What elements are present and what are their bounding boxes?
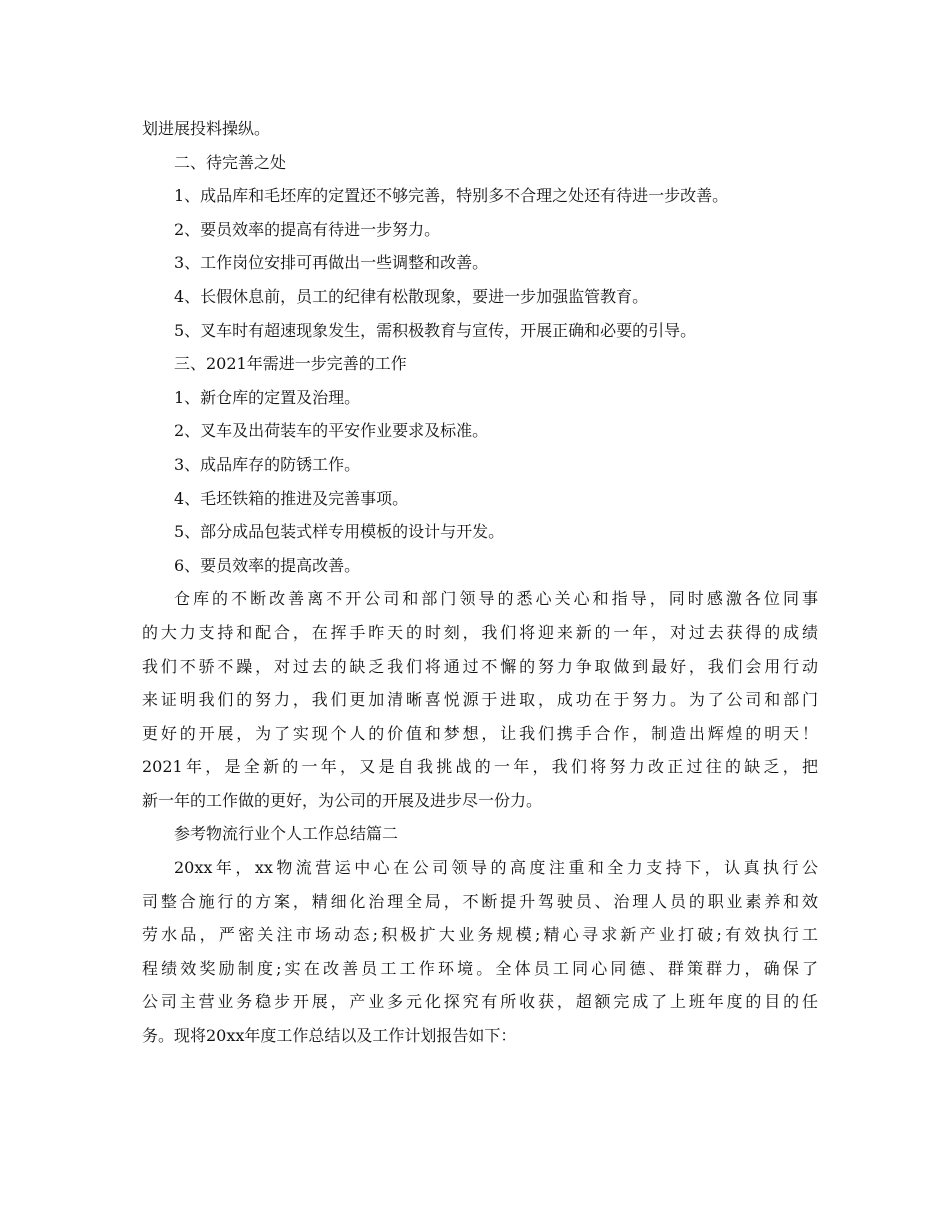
list-item: 2、叉车及出荷装车的平安作业要求及标准。 (174, 421, 489, 441)
list-item: 6、要员效率的提高改善。 (174, 555, 361, 575)
paragraph-line: 程绩效奖励制度;实在改善员工工作环境。全体员工同心同德、群策群力，确保了 (142, 958, 818, 978)
paragraph-line: 新一年的工作做的更好，为公司的开展及进步尽一份力。 (142, 790, 543, 810)
list-item: 5、部分成品包装式样专用模板的设计与开发。 (174, 522, 505, 542)
list-item: 4、毛坯铁箱的推进及完善事项。 (174, 488, 409, 508)
list-item: 4、长假休息前，员工的纪律有松散现象，要进一步加强监管教育。 (174, 286, 649, 306)
paragraph-line: 司整合施行的方案，精细化治理全局，不断提升驾驶员、治理人员的职业素养和效 (142, 891, 818, 911)
paragraph-line: 劳水品，严密关注市场动态;积极扩大业务规模;精心寻求新产业打破;有效执行工 (142, 925, 818, 945)
paragraph-line: 更好的开展，为了实现个人的价值和梦想，让我们携手合作，制造出辉煌的明天！ (142, 723, 818, 743)
paragraph-line: 公司主营业务稳步开展，产业多元化探究有所收获，超额完成了上班年度的目的任 (142, 992, 818, 1012)
paragraph-continuation: 划进展投料操纵。 (142, 119, 271, 138)
paragraph-line: 我们不骄不躁，对过去的缺乏我们将通过不懈的努力争取做到最好，我们会用行动 (142, 656, 818, 676)
paragraph-line: 仓库的不断改善离不开公司和部门领导的悉心关心和指导，同时感激各位同事 (174, 589, 818, 609)
paragraph-line: 20xx年，xx物流营运中心在公司领导的高度注重和全力支持下，认真执行公 (174, 858, 818, 878)
paragraph-line: 的大力支持和配合，在挥手昨天的时刻，我们将迎来新的一年，对过去获得的成绩 (142, 622, 818, 642)
list-item: 3、工作岗位安排可再做出一些调整和改善。 (174, 253, 489, 273)
article-subtitle: 参考物流行业个人工作总结篇二 (174, 824, 399, 844)
paragraph-line: 来证明我们的努力，我们更加清晰喜悦源于进取，成功在于努力。为了公司和部门 (142, 690, 818, 710)
list-item: 5、叉车时有超速现象发生，需积极教育与宣传，开展正确和必要的引导。 (174, 320, 697, 340)
document-page (142, 112, 818, 1053)
list-item: 1、成品库和毛坯库的定置还不够完善，特别多不合理之处还有待进一步改善。 (174, 186, 729, 206)
section-heading-2: 二、待完善之处 (174, 152, 287, 172)
list-item: 1、新仓库的定置及治理。 (174, 387, 361, 407)
paragraph-line: 务。现将20xx年度工作总结以及工作计划报告如下： (142, 1026, 517, 1046)
list-item: 3、成品库存的防锈工作。 (174, 454, 361, 474)
list-item: 2、要员效率的提高有待进一步努力。 (174, 219, 441, 239)
paragraph-line: 2021年，是全新的一年，又是自我挑战的一年，我们将努力改正过往的缺乏，把 (142, 757, 818, 777)
section-heading-3: 三、2021年需进一步完善的工作 (174, 354, 407, 374)
